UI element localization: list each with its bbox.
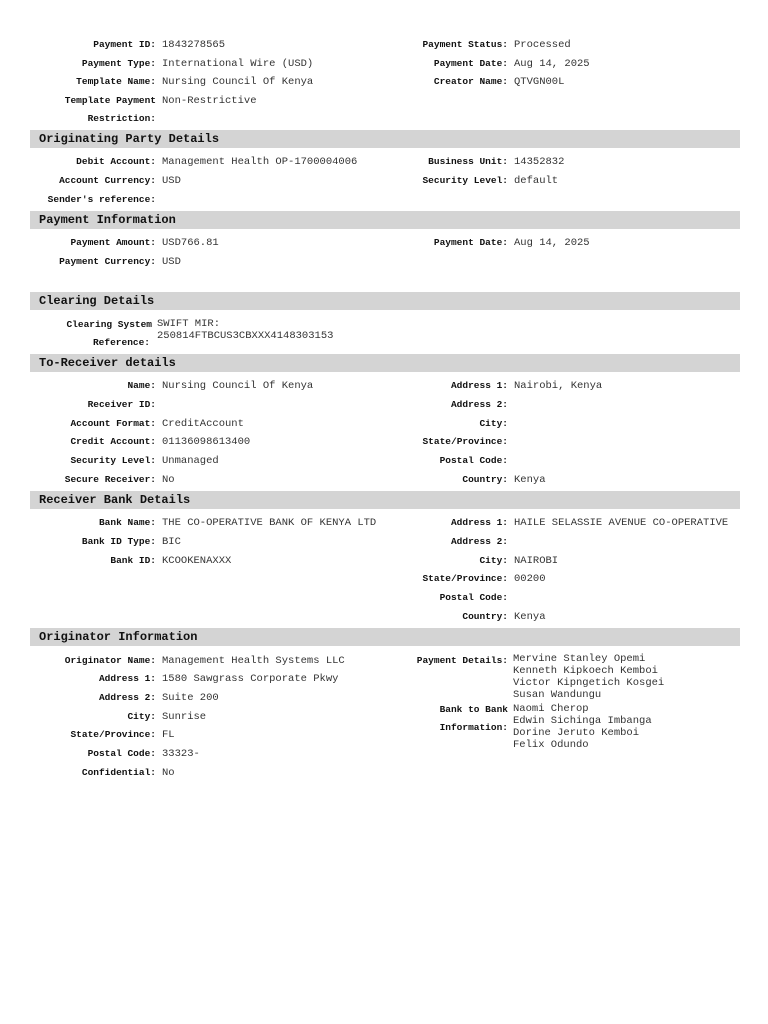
receiver-security-level-label: Security Level:: [70, 455, 156, 466]
originator-state-label: State/Province:: [70, 729, 156, 740]
originator-state-value: FL: [162, 729, 175, 741]
receiver-city-label: City:: [479, 418, 508, 429]
bank-to-bank-line: Dorine Jeruto Kemboi: [513, 727, 640, 739]
credit-account-value: 01136098613400: [162, 436, 251, 448]
clearing-details-section-header: [30, 292, 740, 310]
bank-country-label: Country:: [462, 611, 508, 622]
bank-postal-code-label: Postal Code:: [439, 592, 508, 603]
payment-status-value: Processed: [514, 39, 571, 51]
payment-details-line: Mervine Stanley Opemi: [513, 653, 646, 665]
bank-state-label: State/Province:: [422, 573, 508, 584]
section-title: To-Receiver details: [39, 356, 176, 370]
payment-amount-value: USD766.81: [162, 237, 219, 249]
bank-country-value: Kenya: [514, 611, 546, 623]
creator-name-value: QTVGN00L: [514, 76, 565, 88]
originator-address2-value: Suite 200: [162, 692, 219, 704]
payment-id-label: Payment ID:: [93, 39, 156, 50]
receiver-country-label: Country:: [462, 474, 508, 485]
receiver-id-label: Receiver ID:: [87, 399, 156, 410]
section-title: Clearing Details: [39, 294, 155, 308]
payment-amount-label: Payment Amount:: [70, 237, 156, 248]
bank-city-label: City:: [479, 555, 508, 566]
senders-reference-label: Sender's reference:: [47, 194, 156, 205]
bank-state-value: 00200: [514, 573, 546, 585]
payment-date-value: Aug 14, 2025: [514, 58, 590, 70]
originator-name-label: Originator Name:: [64, 655, 156, 666]
originator-postal-code-label: Postal Code:: [87, 748, 156, 759]
receiver-postal-code-label: Postal Code:: [439, 455, 508, 466]
receiver-bank-section-header: [30, 491, 740, 509]
bank-address2-label: Address 2:: [450, 536, 508, 547]
bank-to-bank-line: Naomi Cherop: [513, 703, 589, 715]
payment-type-label: Payment Type:: [81, 58, 156, 69]
receiver-address2-label: Address 2:: [450, 399, 508, 410]
receiver-security-level-value: Unmanaged: [162, 455, 219, 467]
bank-to-bank-line: Edwin Sichinga Imbanga: [513, 715, 652, 727]
receiver-country-value: Kenya: [514, 474, 546, 486]
template-name-value: Nursing Council Of Kenya: [162, 76, 314, 88]
template-name-label: Template Name:: [76, 76, 156, 87]
section-title: Receiver Bank Details: [39, 493, 191, 507]
bank-to-bank-label-line2: Information:: [439, 722, 508, 733]
bank-name-value: THE CO-OPERATIVE BANK OF KENYA LTD: [162, 517, 377, 529]
secure-receiver-label: Secure Receiver:: [64, 474, 156, 485]
bank-name-label: Bank Name:: [98, 517, 156, 528]
clearing-system-value-line2: 250814FTBCUS3CBXXX4148303153: [157, 330, 334, 342]
payment-currency-label: Payment Currency:: [59, 256, 156, 267]
debit-account-value: Management Health OP-1700004006: [162, 156, 358, 168]
creator-name-label: Creator Name:: [433, 76, 508, 87]
originator-name-value: Management Health Systems LLC: [162, 655, 345, 667]
section-title: Originator Information: [39, 630, 198, 644]
section-title: Originating Party Details: [39, 132, 220, 146]
bank-id-type-value: BIC: [162, 536, 181, 548]
debit-account-label: Debit Account:: [76, 156, 156, 167]
receiver-state-label: State/Province:: [422, 436, 508, 447]
payment-status-label: Payment Status:: [422, 39, 508, 50]
payment-currency-value: USD: [162, 256, 181, 268]
clearing-system-reference-label-line2: Reference:: [92, 337, 150, 348]
template-restriction-value: Non-Restrictive: [162, 95, 257, 107]
clearing-system-reference-label-line1: Clearing System: [66, 319, 152, 330]
template-restriction-label-line2: Restriction:: [87, 113, 156, 124]
credit-account-label: Credit Account:: [70, 436, 156, 447]
bank-to-bank-line: Felix Odundo: [513, 739, 589, 751]
originator-city-value: Sunrise: [162, 711, 207, 723]
account-currency-label: Account Currency:: [59, 175, 156, 186]
confidential-value: No: [162, 767, 175, 779]
account-format-value: CreditAccount: [162, 418, 244, 430]
bank-city-value: NAIROBI: [514, 555, 559, 567]
receiver-address1-value: Nairobi, Kenya: [514, 380, 603, 392]
bank-id-value: KCOOKENAXXX: [162, 555, 232, 567]
business-unit-value: 14352832: [514, 156, 565, 168]
bank-id-type-label: Bank ID Type:: [81, 536, 156, 547]
payment-information-section-header: [30, 211, 740, 229]
template-restriction-label-line1: Template Payment: [64, 95, 156, 106]
payment-type-value: International Wire (USD): [162, 58, 314, 70]
clearing-system-value-line1: SWIFT MIR:: [157, 318, 221, 330]
bank-to-bank-label-line1: Bank to Bank: [439, 704, 508, 715]
payment-info-date-label: Payment Date:: [433, 237, 508, 248]
payment-id-value: 1843278565: [162, 39, 226, 51]
security-level-value: default: [514, 175, 559, 187]
payment-details-line: Kenneth Kipkoech Kemboi: [513, 665, 658, 677]
payment-date-label: Payment Date:: [433, 58, 508, 69]
payment-details-line: Victor Kipngetich Kosgei: [513, 677, 665, 689]
receiver-name-value: Nursing Council Of Kenya: [162, 380, 314, 392]
account-currency-value: USD: [162, 175, 181, 187]
to-receiver-section-header: [30, 354, 740, 372]
confidential-label: Confidential:: [81, 767, 156, 778]
originator-city-label: City:: [127, 711, 156, 722]
account-format-label: Account Format:: [70, 418, 156, 429]
receiver-name-label: Name:: [127, 380, 156, 391]
receiver-address1-label: Address 1:: [450, 380, 508, 391]
bank-id-label: Bank ID:: [110, 555, 156, 566]
payment-details-line: Susan Wandungu: [513, 689, 602, 701]
originator-address1-label: Address 1:: [98, 673, 156, 684]
section-title: Payment Information: [39, 213, 176, 227]
payment-info-date-value: Aug 14, 2025: [514, 237, 590, 249]
originator-section-header: [30, 628, 740, 646]
payment-details-label: Payment Details:: [416, 655, 508, 666]
originating-party-section-header: [30, 130, 740, 148]
originator-postal-code-value: 33323-: [162, 748, 200, 760]
security-level-label: Security Level:: [422, 175, 508, 186]
originator-address2-label: Address 2:: [98, 692, 156, 703]
bank-address1-value: HAILE SELASSIE AVENUE CO-OPERATIVE: [514, 517, 729, 529]
business-unit-label: Business Unit:: [428, 156, 508, 167]
originator-address1-value: 1580 Sawgrass Corporate Pkwy: [162, 673, 339, 685]
secure-receiver-value: No: [162, 474, 175, 486]
bank-address1-label: Address 1:: [450, 517, 508, 528]
